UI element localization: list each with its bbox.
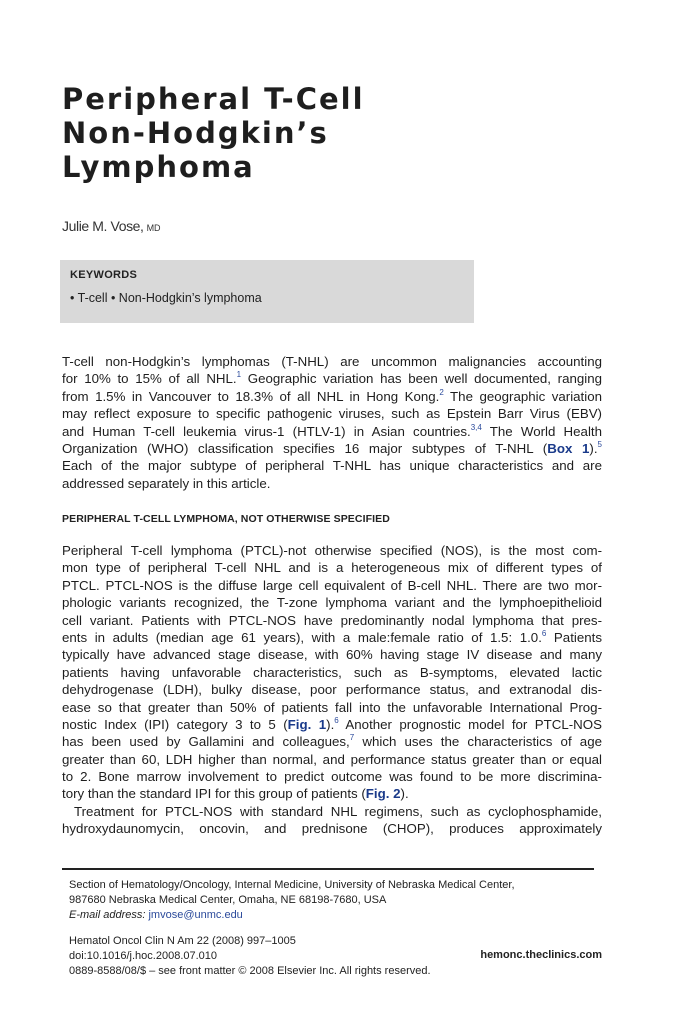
- text-line: T-cell non-Hodgkin’s lymphomas (T-NHL) are uncommon malignancies accounting: [62, 354, 602, 369]
- footer-rule: [62, 868, 594, 870]
- citation-link[interactable]: 1: [236, 370, 242, 380]
- text-line: to 2. Bone marrow involvement to predict outcome was found to be more discrimina-: [62, 769, 602, 785]
- citation-link[interactable]: 5: [597, 439, 602, 449]
- author: [62, 218, 161, 234]
- journal-url[interactable]: hemonc.theclinics.com: [480, 949, 602, 961]
- email-line: [69, 908, 609, 923]
- title-line-2: Non-Hodgkin’s: [62, 116, 329, 150]
- keywords-list: • T-cell • Non-Hodgkin’s lymphoma: [70, 291, 262, 305]
- keywords-box: [60, 260, 474, 323]
- text-line: for 10% to 15% of all NHL.$^1$ Geographic variation has been well documented, ranging: [62, 370, 602, 387]
- fig-1-link[interactable]: Fig. 1: [287, 716, 327, 732]
- text-line: Organization (WHO) classification specifies 16 major subtypes of T-NHL (Box 1).$^5$: [62, 439, 602, 456]
- journal-citation: Hematol Oncol Clin N Am 22 (2008) 997–1005: [69, 935, 296, 947]
- text-line: nostic Index (IPI) category 3 to 5 (Fig. 1).$^6$ Another prognostic model for PTCL-NOS: [62, 715, 603, 732]
- doi: doi:10.1016/j.hoc.2008.07.010: [69, 950, 218, 962]
- author-degree: MD: [146, 223, 161, 233]
- affiliation-line-1: Section of Hematology/Oncology, Internal Medicine, University of Nebraska Medical Center,: [69, 879, 515, 891]
- text-line: tory than the standard IPI for this group of patients (Fig. 2).: [62, 786, 409, 802]
- text-line: has been used by Gallamini and colleagues,$^7$ which uses the characteristics of age: [62, 733, 602, 750]
- text-line: ease so that greater than 50% of patients fall into the unfavorable International Prog-: [62, 699, 602, 715]
- text-line: Treatment for PTCL-NOS with standard NHL regimens, such as cyclophosphamide,: [74, 803, 602, 819]
- citation-link[interactable]: 6: [541, 628, 547, 638]
- text-line: typically have advanced stage disease, with 60% having stage IV disease and many: [62, 647, 602, 663]
- text-line: PTCL. PTCL-NOS is the diffuse large cell equivalent of B-cell NHL. There are two mor-: [62, 577, 602, 593]
- affiliation-line-2: 987680 Nebraska Medical Center, Omaha, NE 68198-7680, USA: [69, 894, 387, 906]
- fig-2-link[interactable]: Fig. 2: [365, 786, 401, 802]
- text-line: ents in adults (median age 61 years), with a male:female ratio of 1.5: 1.0.$^6$ Patients: [62, 628, 602, 645]
- box-1-link[interactable]: Box 1: [547, 440, 590, 456]
- text-line: phologic variants recognized, the T-zone lymphoma variant and the lymphoepithelioid: [62, 595, 602, 611]
- author-name: Julie M. Vose,: [62, 218, 144, 234]
- text-line: addressed separately in this article.: [62, 475, 271, 491]
- keywords-heading: KEYWORDS: [70, 269, 138, 281]
- text-line: from 1.5% in Vancouver to 18.3% of all NHL in Hong Kong.$^2$ The geographic variation: [62, 387, 602, 404]
- text-line: greater than 60, LDH higher than normal, and performance status greater than or equal: [62, 751, 602, 767]
- text-line: Peripheral T-cell lymphoma (PTCL)-not otherwise specified (NOS), is the most com-: [62, 543, 602, 558]
- copyright: 0889-8588/08/$ – see front matter © 2008 Elsevier Inc. All rights reserved.: [69, 965, 431, 977]
- ptcl-paragraph: [62, 542, 602, 838]
- text-line: mon type of peripheral T-cell NHL and is a heterogeneous mix of different types of: [62, 560, 602, 576]
- section-heading: PERIPHERAL T-CELL LYMPHOMA, NOT OTHERWISE SPECIFIED: [62, 513, 390, 525]
- title-line-3: Lymphoma: [62, 150, 255, 184]
- title-line-1: Peripheral T-Cell: [62, 82, 365, 116]
- text-line: and Human T-cell leukemia virus-1 (HTLV-1) in Asian countries.$^{3,4}$ The World Health: [62, 422, 602, 439]
- text-line: Each of the major subtype of peripheral T-NHL has unique characteristics and are: [62, 458, 602, 474]
- email-link[interactable]: jmvose@unmc.edu: [148, 909, 243, 921]
- citation-link[interactable]: 7: [349, 733, 355, 743]
- citation-link[interactable]: 3,4: [470, 422, 482, 432]
- email-label: E-mail address:: [69, 909, 146, 921]
- citation-link[interactable]: 2: [439, 387, 444, 397]
- article-title: [62, 82, 582, 184]
- text-line: hydroxydaunomycin, oncovin, and prednisone (CHOP), produces approximately: [62, 821, 602, 837]
- text-line: cell variant. Patients with PTCL-NOS have predominantly nodal lymphoma that pres-: [62, 612, 602, 628]
- text-line: may reflect exposure to specific pathogenic viruses, such as Epstein Barr Virus (EBV): [62, 406, 602, 422]
- text-line: patients having unfavorable characteristics, such as B-symptoms, elevated lactic: [62, 664, 602, 680]
- text-line: dehydrogenase (LDH), bulky disease, poor performance status, and extranodal dis-: [62, 682, 602, 698]
- affiliation: [69, 878, 609, 923]
- citation-link[interactable]: 6: [334, 715, 339, 725]
- intro-paragraph: [62, 353, 602, 492]
